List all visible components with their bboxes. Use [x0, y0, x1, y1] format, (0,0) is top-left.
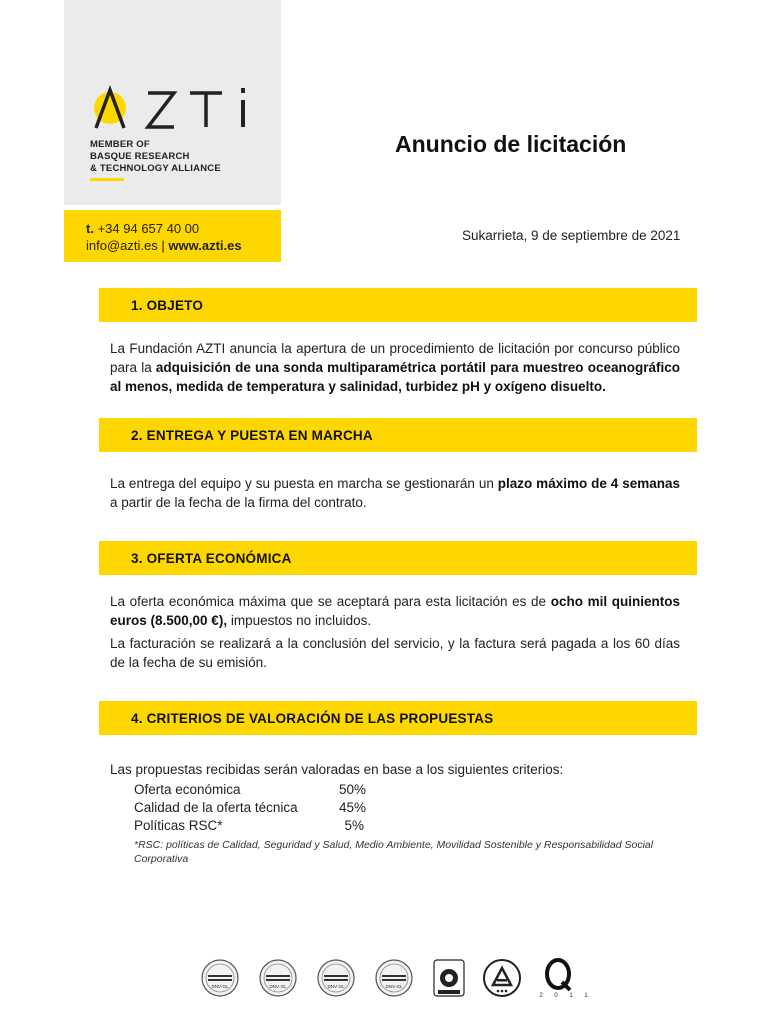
entrega-paragraph: [110, 474, 680, 512]
criterion-weight: 5%: [344, 818, 364, 833]
criterion-row: [134, 782, 366, 797]
email-link[interactable]: info@azti.es: [86, 238, 158, 253]
paragraph-bold-text: ocho mil quinientos euros (8.500,00 €),: [110, 594, 681, 628]
web-link[interactable]: www.azti.es: [168, 238, 242, 253]
paragraph-text: La Fundación AZTI anuncia la apertura de un procedimiento de licitación por concurso público para la: [110, 341, 680, 375]
phone-prefix: t.: [86, 221, 94, 236]
cert-year: 2 0 1 1: [539, 993, 593, 998]
section-heading-criterios: [99, 701, 697, 735]
criterion-name: Calidad de la oferta técnica: [134, 800, 298, 815]
contact-separator: |: [161, 238, 165, 253]
paragraph-bold-text: adquisición de una sonda multiparamétrica portátil para muestreo oceanográfico al menos, medida de temperatura y salinidad, turbidez pH y oxígeno disuelto.: [110, 360, 681, 394]
section-heading-entrega: [99, 418, 697, 452]
section-heading-text: 2. ENTREGA Y PUESTA EN MARCHA: [131, 428, 373, 443]
web-line: [86, 238, 242, 253]
excellence-seal-icon: [432, 958, 466, 998]
criterion-weight: 50%: [338, 782, 366, 797]
paragraph-text: La entrega del equipo y su puesta en marcha se gestionarán un: [110, 476, 498, 491]
paragraph-text: La facturación se realizará a la conclusión del servicio, y la factura será pagada a los 60 días de la fecha de su emisión.: [110, 636, 680, 670]
phone-number[interactable]: +34 94 657 40 00: [97, 221, 200, 236]
cert-label: DNV·GL: [269, 984, 287, 989]
document-date: Sukarrieta, 9 de septiembre de 2021: [462, 228, 681, 243]
section-heading-text: 3. OFERTA ECONÓMICA: [131, 551, 292, 566]
criterion-name: Oferta económica: [134, 782, 241, 797]
criterion-name: Políticas RSC*: [134, 818, 223, 833]
dnv-gl-seal-icon: [374, 958, 414, 998]
rsc-footnote: *RSC: políticas de Calidad, Seguridad y Salud, Medio Ambiente, Movilidad Sostenible y Responsabilidad Social Corporativa: [134, 839, 654, 865]
logo-panel: [64, 0, 281, 205]
paragraph-bold-text: plazo máximo de 4 semanas: [497, 476, 681, 491]
cert-label: DNV·GL: [385, 984, 403, 989]
section-heading-text: 1. OBJETO: [131, 298, 204, 313]
paragraph-text: a partir de la fecha de la firma del contrato.: [110, 495, 367, 510]
facturacion-paragraph: [110, 634, 680, 672]
a-triangle-badge-icon: [482, 958, 522, 998]
criterion-weight: 45%: [338, 800, 366, 815]
oferta-paragraph: [110, 592, 680, 630]
q-quality-mark-icon: [536, 958, 596, 998]
page-title: Anuncio de licitación: [395, 131, 627, 157]
contact-box: [64, 210, 281, 262]
paragraph-text: La oferta económica máxima que se aceptará para esta licitación es de: [110, 594, 551, 609]
dnv-gl-seal-icon: [200, 958, 240, 998]
criterios-intro: Las propuestas recibidas serán valoradas en base a los siguientes criterios:: [110, 762, 564, 777]
azti-logo-icon: [86, 84, 262, 134]
section-heading-objeto: [99, 288, 697, 322]
phone-line: [86, 221, 199, 236]
paragraph-text: impuestos no incluidos.: [227, 613, 372, 628]
alliance-text: MEMBER OF BASQUE RESEARCH & TECHNOLOGY ALLIANCE: [90, 139, 221, 174]
section-heading-text: 4. CRITERIOS DE VALORACIÓN DE LAS PROPUESTAS: [131, 711, 494, 726]
cert-label: DNV·GL: [327, 984, 345, 989]
section-heading-oferta: [99, 541, 697, 575]
dnv-gl-seal-icon: [316, 958, 356, 998]
criterion-row: [134, 800, 366, 815]
dnv-gl-seal-icon: [258, 958, 298, 998]
objeto-paragraph: [110, 339, 680, 396]
criterion-row: [134, 818, 364, 833]
logo-underline: [90, 178, 124, 181]
cert-label: DNV·GL: [211, 984, 229, 989]
